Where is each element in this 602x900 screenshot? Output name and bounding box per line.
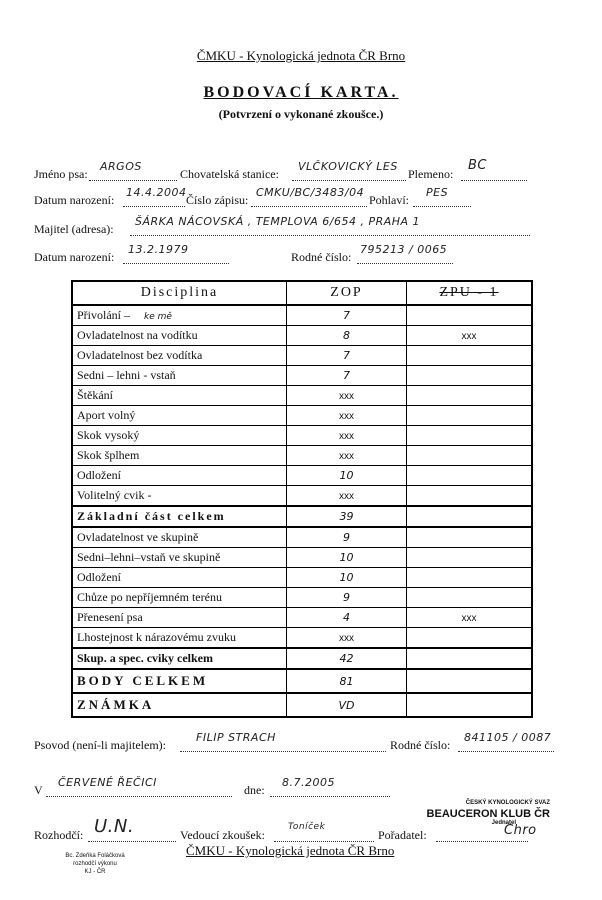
discipline-name xyxy=(72,648,287,669)
zpu-score xyxy=(407,305,533,326)
table-row xyxy=(72,669,532,693)
zop-score xyxy=(287,326,407,346)
zop-score xyxy=(287,693,407,717)
zop-value: xxx xyxy=(339,411,354,422)
table-row xyxy=(72,648,532,669)
discipline-name xyxy=(72,346,287,366)
table-row xyxy=(72,305,532,326)
zpu-score xyxy=(407,648,533,669)
leader-label: Vedoucí zkoušek: xyxy=(180,828,265,842)
zop-score xyxy=(287,446,407,466)
discipline-name xyxy=(72,446,287,466)
zpu-score xyxy=(407,548,533,568)
owner-address-label: Majitel (adresa): xyxy=(34,222,114,236)
table-row xyxy=(72,346,532,366)
zop-score xyxy=(287,346,407,366)
zop-value: xxx xyxy=(339,451,354,462)
zop-score xyxy=(287,527,407,548)
club-stamp-line-2: BEAUCERON KLUB ČR xyxy=(426,808,550,820)
judge-stamp-line-2: rozhodčí výkonu xyxy=(73,861,117,867)
discipline-label: Odložení xyxy=(77,468,121,482)
discipline-label: Aport volný xyxy=(77,408,136,422)
owner-dob-value: 13.2.1979 xyxy=(128,243,189,256)
zop-score xyxy=(287,548,407,568)
discipline-label: BODY CELKEM xyxy=(77,673,209,688)
discipline-label: Štěkání xyxy=(77,388,113,402)
header-zop: ZOP xyxy=(287,281,407,305)
table-row xyxy=(72,486,532,507)
discipline-name xyxy=(72,588,287,608)
discipline-name xyxy=(72,426,287,446)
table-row xyxy=(72,608,532,628)
discipline-label: Základní část celkem xyxy=(77,509,226,523)
discipline-name xyxy=(72,406,287,426)
zpu-value: xxx xyxy=(461,331,477,342)
dog-name-label: Jméno psa: xyxy=(34,167,88,181)
table-row xyxy=(72,527,532,548)
discipline-name xyxy=(72,568,287,588)
zop-score xyxy=(287,486,407,507)
discipline-name xyxy=(72,486,287,507)
handler-id-label: Rodné číslo: xyxy=(390,738,451,752)
header-zpu: ZPU - 1 xyxy=(407,281,533,305)
zop-score xyxy=(287,406,407,426)
zop-value: 10 xyxy=(339,551,354,564)
place-label: V xyxy=(34,783,43,797)
discipline-name xyxy=(72,305,287,326)
organization-footer: ČMKU - Kynologická jednota ČR Brno xyxy=(186,843,395,858)
discipline-label: Odložení xyxy=(77,570,121,584)
discipline-label: Sedni – lehni - vstaň xyxy=(77,368,176,382)
discipline-label: Lhostejnost k nárazovému zvuku xyxy=(77,630,236,644)
discipline-name xyxy=(72,326,287,346)
zpu-score xyxy=(407,608,533,628)
zop-score xyxy=(287,305,407,326)
discipline-label: Ovladatelnost ve skupině xyxy=(77,530,199,544)
table-row xyxy=(72,588,532,608)
zop-value: 10 xyxy=(339,571,354,584)
zpu-score xyxy=(407,628,533,649)
zpu-score xyxy=(407,506,533,527)
discipline-label: Přivolání – xyxy=(77,308,130,322)
discipline-name xyxy=(72,466,287,486)
zop-value: 81 xyxy=(339,674,354,688)
zop-value: 7 xyxy=(343,349,350,362)
owner-id-value: 795213 / 0065 xyxy=(360,243,448,256)
zpu-score xyxy=(407,366,533,386)
zop-score xyxy=(287,588,407,608)
table-row xyxy=(72,426,532,446)
zop-value: xxx xyxy=(339,491,354,502)
discipline-name xyxy=(72,366,287,386)
judge-stamp xyxy=(40,852,150,876)
zop-score xyxy=(287,648,407,669)
zop-value: 4 xyxy=(343,611,350,624)
zpu-score xyxy=(407,406,533,426)
table-row xyxy=(72,628,532,649)
zop-value: VD xyxy=(338,698,355,712)
zop-value: xxx xyxy=(339,431,354,442)
zop-score xyxy=(287,608,407,628)
handler-value: FILIP STRACH xyxy=(196,731,276,744)
zop-value: 42 xyxy=(339,652,354,665)
zop-value: 9 xyxy=(343,531,350,544)
zop-score xyxy=(287,568,407,588)
date-label: dne: xyxy=(244,783,265,797)
sex-label: Pohlaví: xyxy=(369,193,410,207)
registration-label: Číslo zápisu: xyxy=(186,193,249,207)
discipline-label: Ovladatelnost na vodítku xyxy=(77,328,198,342)
zop-score xyxy=(287,426,407,446)
zpu-score xyxy=(407,693,533,717)
owner-dob-label: Datum narození: xyxy=(34,250,115,264)
zop-score xyxy=(287,628,407,649)
zop-value: 39 xyxy=(339,510,354,523)
discipline-name xyxy=(72,548,287,568)
dog-name-value: ARGOS xyxy=(100,160,142,173)
discipline-note: ke mě xyxy=(144,312,172,322)
table-row xyxy=(72,548,532,568)
organizer-signature: Chro xyxy=(504,823,537,838)
document-subtitle: (Potvrzení o vykonané zkoušce.) xyxy=(218,107,384,121)
table-row xyxy=(72,693,532,717)
discipline-name xyxy=(72,608,287,628)
kennel-value: VLČKOVICKÝ LES xyxy=(298,160,398,173)
table-row xyxy=(72,406,532,426)
table-row xyxy=(72,366,532,386)
date-value: 8.7.2005 xyxy=(282,776,335,789)
discipline-name xyxy=(72,506,287,527)
club-stamp-line-3: Jednatel xyxy=(491,820,516,826)
judge-signature: U.N. xyxy=(94,816,135,837)
zop-value: 8 xyxy=(343,329,350,342)
discipline-name xyxy=(72,628,287,649)
zop-value: xxx xyxy=(339,391,354,402)
owner-id-label: Rodné číslo: xyxy=(291,250,352,264)
zpu-score xyxy=(407,486,533,507)
zpu-score xyxy=(407,568,533,588)
zop-value: xxx xyxy=(339,633,354,644)
zop-value: 7 xyxy=(343,369,350,382)
header-discipline: Disciplina xyxy=(72,281,287,305)
zop-score xyxy=(287,669,407,693)
club-stamp-line-1: ČESKÝ KYNOLOGICKÝ SVAZ xyxy=(465,800,550,806)
place-value: ČERVENÉ ŘEČICI xyxy=(58,776,157,789)
zop-value: 7 xyxy=(343,309,350,322)
judge-stamp-line-1: Bc. Zdeňka Foláčková xyxy=(65,853,125,859)
table-row xyxy=(72,466,532,486)
judge-stamp-line-3: KJ - ČR xyxy=(84,869,106,875)
owner-address-value: ŠÁRKA NÁCOVSKÁ , TEMPLOVA 6/654 , PRAHA 1 xyxy=(135,215,421,228)
table-row xyxy=(72,506,532,527)
zpu-score xyxy=(407,669,533,693)
registration-value: CMKU/BC/3483/04 xyxy=(256,186,365,199)
breed-value: BC xyxy=(468,158,487,173)
discipline-name xyxy=(72,669,287,693)
handler-label: Psovod (není-li majitelem): xyxy=(34,738,166,752)
document-title: BODOVACÍ KARTA. xyxy=(203,84,399,101)
zpu-score xyxy=(407,426,533,446)
handler-id-value: 841105 / 0087 xyxy=(464,731,552,744)
discipline-label: Ovladatelnost bez vodítka xyxy=(77,348,203,362)
zpu-score xyxy=(407,346,533,366)
zpu-score xyxy=(407,527,533,548)
table-row xyxy=(72,446,532,466)
zop-value: 9 xyxy=(343,591,350,604)
discipline-label: Volitelný cvik - xyxy=(77,488,152,502)
zop-score xyxy=(287,386,407,406)
table-row xyxy=(72,386,532,406)
dog-dob-label: Datum narození: xyxy=(34,193,115,207)
discipline-label: Přenesení psa xyxy=(77,610,143,624)
zpu-score xyxy=(407,446,533,466)
zop-score xyxy=(287,366,407,386)
zpu-value: xxx xyxy=(461,613,477,624)
discipline-label: Sedni–lehni–vstaň ve skupině xyxy=(77,550,221,564)
zpu-score xyxy=(407,466,533,486)
score-table xyxy=(71,280,533,718)
table-row xyxy=(72,326,532,346)
zpu-score xyxy=(407,588,533,608)
zpu-score xyxy=(407,326,533,346)
discipline-name xyxy=(72,693,287,717)
club-stamp xyxy=(418,800,550,826)
kennel-label: Chovatelská stanice: xyxy=(180,167,279,181)
breed-label: Plemeno: xyxy=(408,167,454,181)
discipline-label: ZNÁMKA xyxy=(77,697,155,712)
zop-value: 10 xyxy=(339,469,354,482)
dog-dob-value: 14.4.2004 xyxy=(126,186,187,199)
zop-score xyxy=(287,506,407,527)
discipline-label: Skok vysoký xyxy=(77,428,140,442)
discipline-name xyxy=(72,386,287,406)
judge-label: Rozhodčí: xyxy=(34,828,84,842)
discipline-label: Chůze po nepříjemném terénu xyxy=(77,590,222,604)
discipline-label: Skup. a spec. cviky celkem xyxy=(77,651,214,665)
organizer-label: Pořadatel: xyxy=(378,828,427,842)
sex-value: PES xyxy=(426,186,449,199)
leader-value: Toníček xyxy=(288,822,326,832)
zop-score xyxy=(287,466,407,486)
zpu-score xyxy=(407,386,533,406)
discipline-label: Skok šplhem xyxy=(77,448,140,462)
discipline-name xyxy=(72,527,287,548)
table-row xyxy=(72,568,532,588)
organization-header: ČMKU - Kynologická jednota ČR Brno xyxy=(196,48,406,63)
